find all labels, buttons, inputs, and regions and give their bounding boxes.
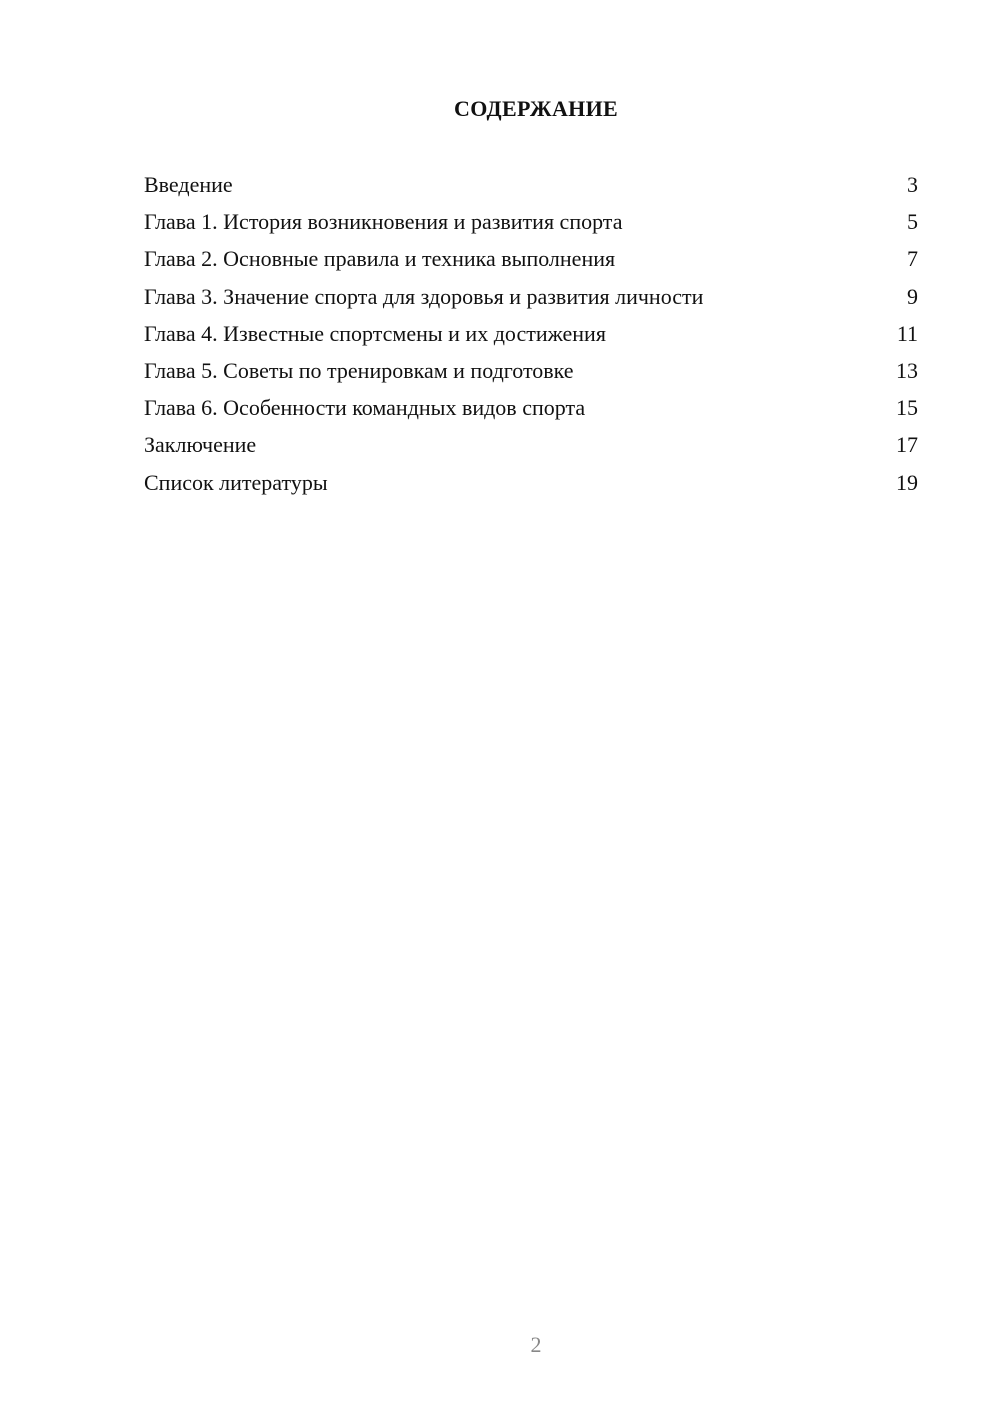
toc-entry-page: 11 [896, 320, 918, 346]
toc-entry-page: 7 [907, 246, 918, 272]
table-of-contents [144, 168, 918, 503]
toc-entry-label: Глава 2. Основные правила и техника выполнения [144, 246, 616, 272]
toc-entry-page: 17 [896, 432, 918, 458]
page-number: 2 [530, 1332, 542, 1357]
toc-entry [144, 317, 918, 354]
toc-entry-label: Введение [144, 172, 233, 197]
toc-entry-page: 15 [896, 395, 918, 421]
toc-entry [144, 428, 918, 465]
toc-entry-page: 9 [907, 283, 918, 309]
toc-entry [144, 280, 918, 317]
toc-entry [144, 354, 918, 391]
toc-entry-label: Глава 3. Значение спорта для здоровья и развития личности [144, 283, 704, 309]
page-title: СОДЕРЖАНИЕ [454, 96, 618, 121]
toc-entry-label: Глава 1. История возникновения и развития спорта [144, 209, 623, 235]
toc-entry-label: Заключение [144, 432, 257, 458]
toc-entry [144, 242, 918, 279]
toc-entry-page: 19 [896, 469, 918, 495]
toc-entry-label: Глава 6. Особенности командных видов спорта [144, 395, 586, 421]
toc-entry [144, 466, 918, 503]
toc-entry-label: Глава 5. Советы по тренировкам и подготовке [144, 357, 574, 383]
toc-entry-label: Список литературы [144, 469, 328, 495]
toc-entry-label: Глава 4. Известные спортсмены и их достижения [144, 320, 606, 346]
toc-entry-page: 3 [907, 172, 918, 197]
toc-entry-page: 13 [896, 357, 918, 383]
toc-entry-page: 5 [907, 209, 918, 235]
toc-entry [144, 168, 918, 205]
toc-entry [144, 205, 918, 242]
toc-entry [144, 391, 918, 428]
